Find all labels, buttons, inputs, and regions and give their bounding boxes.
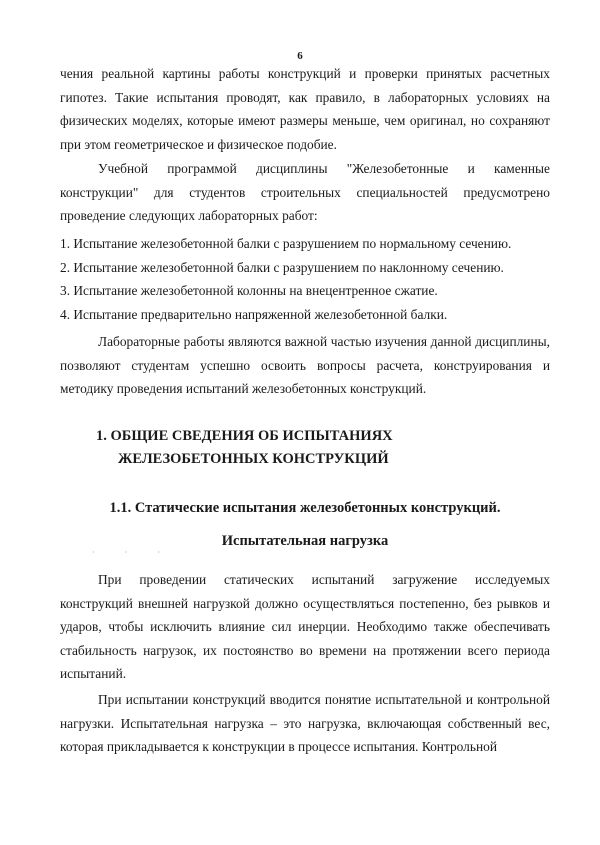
section-heading-line1: 1. ОБЩИЕ СВЕДЕНИЯ ОБ ИСПЫТАНИЯХ: [96, 428, 393, 444]
paragraph-lab-importance: Лабораторные работы являются важной частью изучения данной дисциплины, позволяют студентам успешно освоить вопросы расчета, конструирования и методику проведения испытаний железобетонных конструкций.: [60, 334, 550, 396]
section-heading-line2: ЖЕЛЕЗОБЕТОННЫХ КОНСТРУКЦИЙ: [118, 451, 389, 467]
list-item: 4. Испытание предварительно напряженной железобетонной балки.: [60, 306, 448, 322]
list-item: 3. Испытание железобетонной колонны на внецентренное сжатие.: [60, 283, 438, 298]
paragraph-test-load: При испытании конструкций вводится понятие испытательной и контрольной нагрузки. Испытательная нагрузка – это нагрузка, включающая собственный вес, которая прикладывается к конструкции в процессе испытания. Контрольной: [60, 692, 550, 754]
page-number: 6: [297, 50, 303, 62]
subsection-heading-line1: 1.1. Статические испытания железобетонных конструкций.: [109, 500, 501, 516]
list-item: 2. Испытание железобетонной балки с разрушением по наклонному сечению.: [60, 259, 504, 275]
paragraph-static-testing: При проведении статических испытаний загружение исследуемых конструкций внешней нагрузкой должно осуществляться постепенно, без рывков и ударов, чтобы исключить влияние сил инерции. Необходимо также обеспечивать стабильность нагрузок, их постоянство во времени на протяжении всего периода испытаний.: [60, 572, 550, 681]
subsection-heading-line2: Испытательная нагрузка: [221, 533, 389, 549]
section-heading: [60, 425, 550, 471]
list-item: 1. Испытание железобетонной балки с разрушением по нормальному сечению.: [60, 236, 512, 251]
lab-work-list: [60, 232, 550, 326]
scan-specks: · · ·: [92, 548, 174, 557]
paragraph-curriculum: Учебной программой дисциплины "Железобетонные и каменные конструкции" для студентов строительных специальностей предусмотрено проведение следующих лабораторных работ:: [60, 161, 550, 223]
paragraph-intro-continuation: чения реальной картины работы конструкций и проверки принятых расчетных гипотез. Такие испытания проводят, как правило, в лабораторных условиях на физических моделях, которые имеют размеры меньше, чем оригинал, но сохраняют при этом геометрическое и физическое подобие.: [60, 66, 550, 152]
